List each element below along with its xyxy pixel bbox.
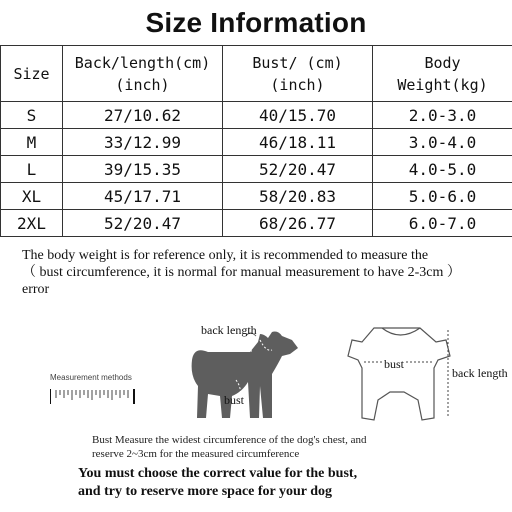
table-row bbox=[1, 156, 512, 183]
note-line: （ bust circumference, it is normal for manual measurement to have 2-3cm ） bbox=[22, 265, 461, 280]
page-title: Size Information bbox=[0, 0, 512, 46]
shirt-bust-label: bust bbox=[384, 357, 405, 371]
back-length-cell: 45/17.71 bbox=[63, 183, 223, 210]
shirt-back-length-label: back length bbox=[452, 366, 508, 380]
bust-cell: 58/20.83 bbox=[223, 183, 373, 210]
instruction-line: Bust Measure the widest circumference of the dog's chest, and bbox=[92, 434, 367, 446]
size-cell: L bbox=[1, 156, 63, 183]
size-cell: S bbox=[1, 102, 63, 129]
back-length-cell: 52/20.47 bbox=[63, 210, 223, 237]
dog-shirt-diagram-icon bbox=[346, 320, 456, 425]
table-header-row bbox=[1, 46, 512, 102]
back-length-cell: 27/10.62 bbox=[63, 102, 223, 129]
back-length-cell: 33/12.99 bbox=[63, 129, 223, 156]
dog-back-length-label: back length bbox=[201, 323, 257, 337]
ruler-icon bbox=[50, 388, 140, 406]
size-cell: M bbox=[1, 129, 63, 156]
note-line: error bbox=[22, 282, 50, 297]
header-body-weight: Body Weight(kg) bbox=[373, 46, 512, 102]
weight-cell: 2.0-3.0 bbox=[373, 102, 512, 129]
header-bust: Bust/ (cm) (inch) bbox=[223, 46, 373, 102]
measurement-methods-label: Measurement methods bbox=[50, 373, 132, 382]
header-size: Size bbox=[1, 46, 63, 102]
table-row bbox=[1, 210, 512, 237]
note-line: The body weight is for reference only, it is recommended to measure the bbox=[22, 248, 429, 263]
table-row bbox=[1, 102, 512, 129]
bust-cell: 52/20.47 bbox=[223, 156, 373, 183]
weight-cell: 5.0-6.0 bbox=[373, 183, 512, 210]
bust-cell: 68/26.77 bbox=[223, 210, 373, 237]
weight-cell: 6.0-7.0 bbox=[373, 210, 512, 237]
warning-line: and try to reserve more space for your dog bbox=[78, 484, 333, 499]
size-cell: 2XL bbox=[1, 210, 63, 237]
table-row bbox=[1, 183, 512, 210]
size-table bbox=[0, 45, 512, 237]
dog-bust-label: bust bbox=[224, 393, 245, 407]
back-length-cell: 39/15.35 bbox=[63, 156, 223, 183]
weight-cell: 3.0-4.0 bbox=[373, 129, 512, 156]
table-row bbox=[1, 129, 512, 156]
bust-cell: 46/18.11 bbox=[223, 129, 373, 156]
bust-instructions bbox=[92, 433, 512, 461]
bust-cell: 40/15.70 bbox=[223, 102, 373, 129]
header-back-length: Back/length(cm) (inch) bbox=[63, 46, 223, 102]
size-cell: XL bbox=[1, 183, 63, 210]
warning-line: You must choose the correct value for the bust, bbox=[78, 466, 358, 481]
bust-warning bbox=[78, 465, 512, 501]
weight-cell: 4.0-5.0 bbox=[373, 156, 512, 183]
instruction-line: reserve 2~3cm for the measured circumference bbox=[92, 448, 300, 460]
reference-note bbox=[22, 247, 512, 298]
